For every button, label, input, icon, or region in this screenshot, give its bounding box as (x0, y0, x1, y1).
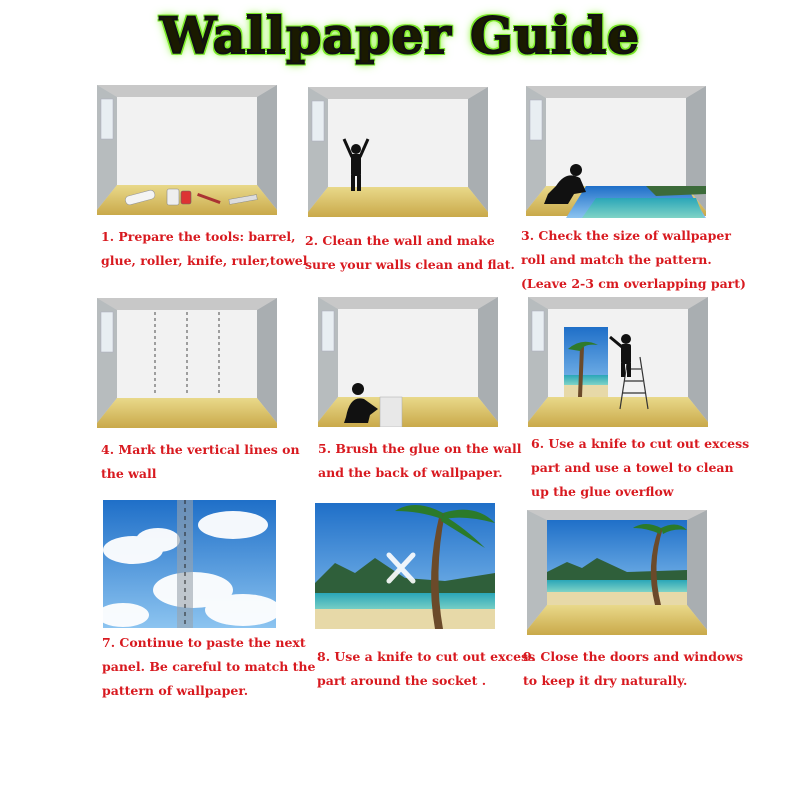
step-6-caption: 6. Use a knife to cut out excess part and use a towel to clean up the glue overflow (531, 436, 750, 499)
step-2-image (308, 87, 488, 217)
step-4-image (97, 298, 277, 428)
step-7-caption: 7. Continue to paste the next panel. Be careful to match the pattern of wallpaper. (102, 635, 316, 698)
step-8-image (315, 503, 495, 629)
page-title: Wallpaper Guide (160, 6, 640, 65)
step-8-caption: 8. Use a knife to cut out excess part around the socket . (317, 649, 536, 688)
step-5-caption: 5. Brush the glue on the wall and the back of wallpaper. (318, 441, 522, 480)
step-6-image (528, 297, 708, 427)
step-1-caption: 1. Prepare the tools: barrel, glue, roller, knife, ruler,towel (101, 229, 308, 268)
step-7-image (103, 500, 276, 628)
step-2-caption: 2. Clean the wall and make sure your walls clean and flat. (305, 233, 515, 272)
step-9-caption: 9. Close the doors and windows to keep it dry naturally. (523, 649, 744, 688)
step-4-caption: 4. Mark the vertical lines on the wall (101, 442, 300, 481)
step-5-image (318, 297, 498, 427)
step-1-image (97, 85, 277, 215)
step-3-image (526, 86, 706, 218)
step-3-caption: 3. Check the size of wallpaper roll and match the pattern. (Leave 2-3 cm overlapping part) (521, 228, 746, 291)
step-9-image (527, 510, 707, 635)
